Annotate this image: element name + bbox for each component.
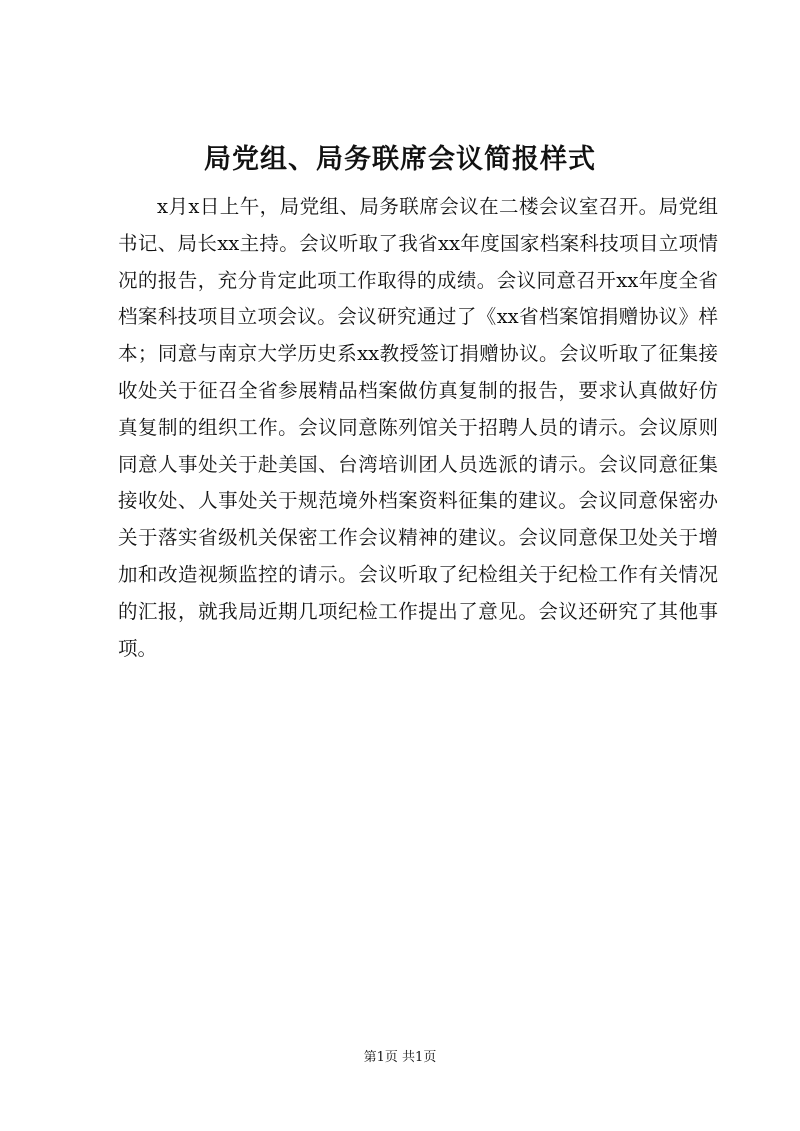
- document-title: 局党组、局务联席会议简报样式: [204, 144, 596, 175]
- document-body-paragraph: x月x日上午，局党组、局务联席会议在二楼会议室召开。局党组书记、局长xx主持。会议听取了我省xx年度国家档案科技项目立项情况的报告，充分肯定此项工作取得的成绩。会议同意召开xx年度全省档案科技项目立项会议。会议研究通过了《xx省档案馆捐赠协议》样本；同意与南京大学历史系xx教授签订捐赠协议。会议听取了征集接收处关于征召全省参展精品档案做仿真复制的报告，要求认真做好仿真复制的组织工作。会议同意陈列馆关于招聘人员的请示。会议原则同意人事处关于赴美国、台湾培训团人员选派的请示。会议同意征集接收处、人事处关于规范境外档案资料征集的建议。会议同意保密办关于落实省级机关保密工作会议精神的建议。会议同意保卫处关于增加和改造视频监控的请示。会议听取了纪检组关于纪检工作有关情况的汇报，就我局近期几项纪检工作提出了意见。会议还研究了其他事项。: [118, 195, 718, 660]
- page-number-footer: 第1页 共1页: [363, 1050, 437, 1065]
